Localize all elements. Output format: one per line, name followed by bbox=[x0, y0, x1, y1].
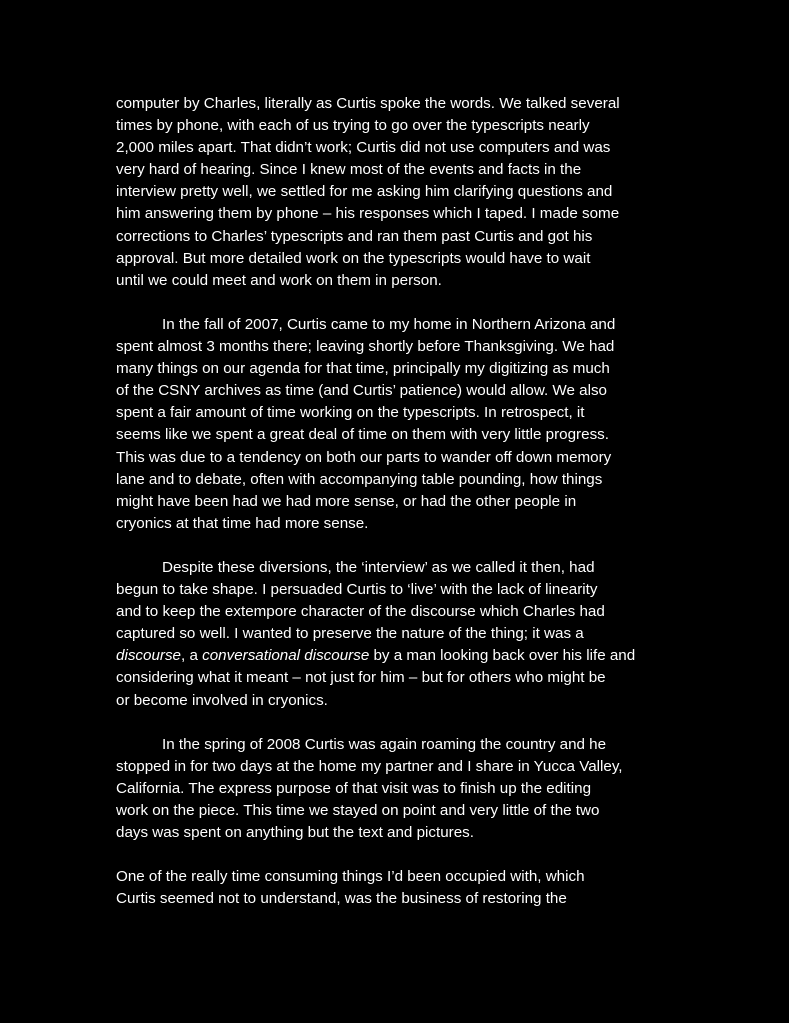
text-line: Despite these diversions, the ‘interview’ as we called it then, had bbox=[162, 558, 595, 576]
paragraph bbox=[116, 734, 686, 844]
text-line bbox=[116, 645, 686, 667]
paragraph bbox=[116, 314, 686, 535]
paragraph bbox=[116, 93, 686, 292]
text-line: times by phone, with each of us trying to go over the typescripts nearly bbox=[116, 117, 590, 135]
text-line: approval. But more detailed work on the typescripts would have to wait bbox=[116, 249, 591, 267]
text-line: California. The express purpose of that visit was to finish up the editing bbox=[116, 779, 592, 797]
text-line: lane and to debate, often with accompanying table pounding, how things bbox=[116, 470, 603, 488]
document-body bbox=[116, 93, 686, 910]
text-line: 2,000 miles apart. That didn’t work; Curtis did not use computers and was bbox=[116, 139, 611, 157]
paragraph-gap bbox=[116, 712, 686, 734]
paragraph bbox=[116, 866, 686, 910]
text-line: seems like we spent a great deal of time on them with very little progress. bbox=[116, 426, 609, 444]
text-line: might have been had we had more sense, or had the other people in bbox=[116, 492, 577, 510]
text-line: corrections to Charles’ typescripts and ran them past Curtis and got his bbox=[116, 227, 593, 245]
paragraph-gap bbox=[116, 535, 686, 557]
text-line: cryonics at that time had more sense. bbox=[116, 514, 369, 532]
text-line: or become involved in cryonics. bbox=[116, 691, 328, 709]
text-line: and to keep the extempore character of the discourse which Charles had bbox=[116, 603, 605, 621]
text-line: spent almost 3 months there; leaving shortly before Thanksgiving. We had bbox=[116, 338, 615, 356]
text-line: Curtis seemed not to understand, was the business of restoring the bbox=[116, 890, 567, 908]
text-line: very hard of hearing. Since I knew most of the events and facts in the bbox=[116, 161, 582, 179]
paragraph bbox=[116, 557, 686, 712]
text-line: work on the piece. This time we stayed on point and very little of the two bbox=[116, 802, 600, 819]
text-line: him answering them by phone – his responses which I taped. I made some bbox=[116, 205, 620, 223]
text-run: by a man looking back over his life and bbox=[369, 647, 636, 665]
text-line: many things on our agenda for that time, principally my digitizing as much bbox=[116, 360, 610, 378]
italic-text: conversational discourse bbox=[202, 647, 370, 665]
italic-text: discourse bbox=[116, 647, 181, 665]
text-line: captured so well. I wanted to preserve the nature of the thing; it was a bbox=[116, 625, 584, 643]
text-line: spent a fair amount of time working on the typescripts. In retrospect, it bbox=[116, 404, 585, 422]
text-run: , a bbox=[181, 647, 203, 665]
text-line: of the CSNY archives as time (and Curtis’ patience) would allow. We also bbox=[116, 382, 608, 400]
text-line: considering what it meant – not just for him – but for others who might be bbox=[116, 669, 606, 687]
paragraph-gap bbox=[116, 292, 686, 314]
paragraph-gap bbox=[116, 844, 686, 866]
text-line: begun to take shape. I persuaded Curtis to ‘live’ with the lack of linearity bbox=[116, 581, 598, 599]
text-line: interview pretty well, we settled for me asking him clarifying questions and bbox=[116, 183, 613, 201]
text-line: until we could meet and work on them in person. bbox=[116, 271, 442, 289]
text-line: In the fall of 2007, Curtis came to my home in Northern Arizona and bbox=[162, 315, 616, 333]
text-line: This was due to a tendency on both our parts to wander off down memory bbox=[116, 448, 612, 466]
text-line: stopped in for two days at the home my partner and I share in Yucca Valley, bbox=[116, 757, 623, 775]
text-line: One of the really time consuming things I’d been occupied with, which bbox=[116, 868, 585, 886]
text-line: days was spent on anything but the text and pictures. bbox=[116, 824, 474, 842]
text-line: In the spring of 2008 Curtis was again roaming the country and he bbox=[162, 735, 607, 753]
text-line: computer by Charles, literally as Curtis spoke the words. We talked several bbox=[116, 95, 620, 112]
